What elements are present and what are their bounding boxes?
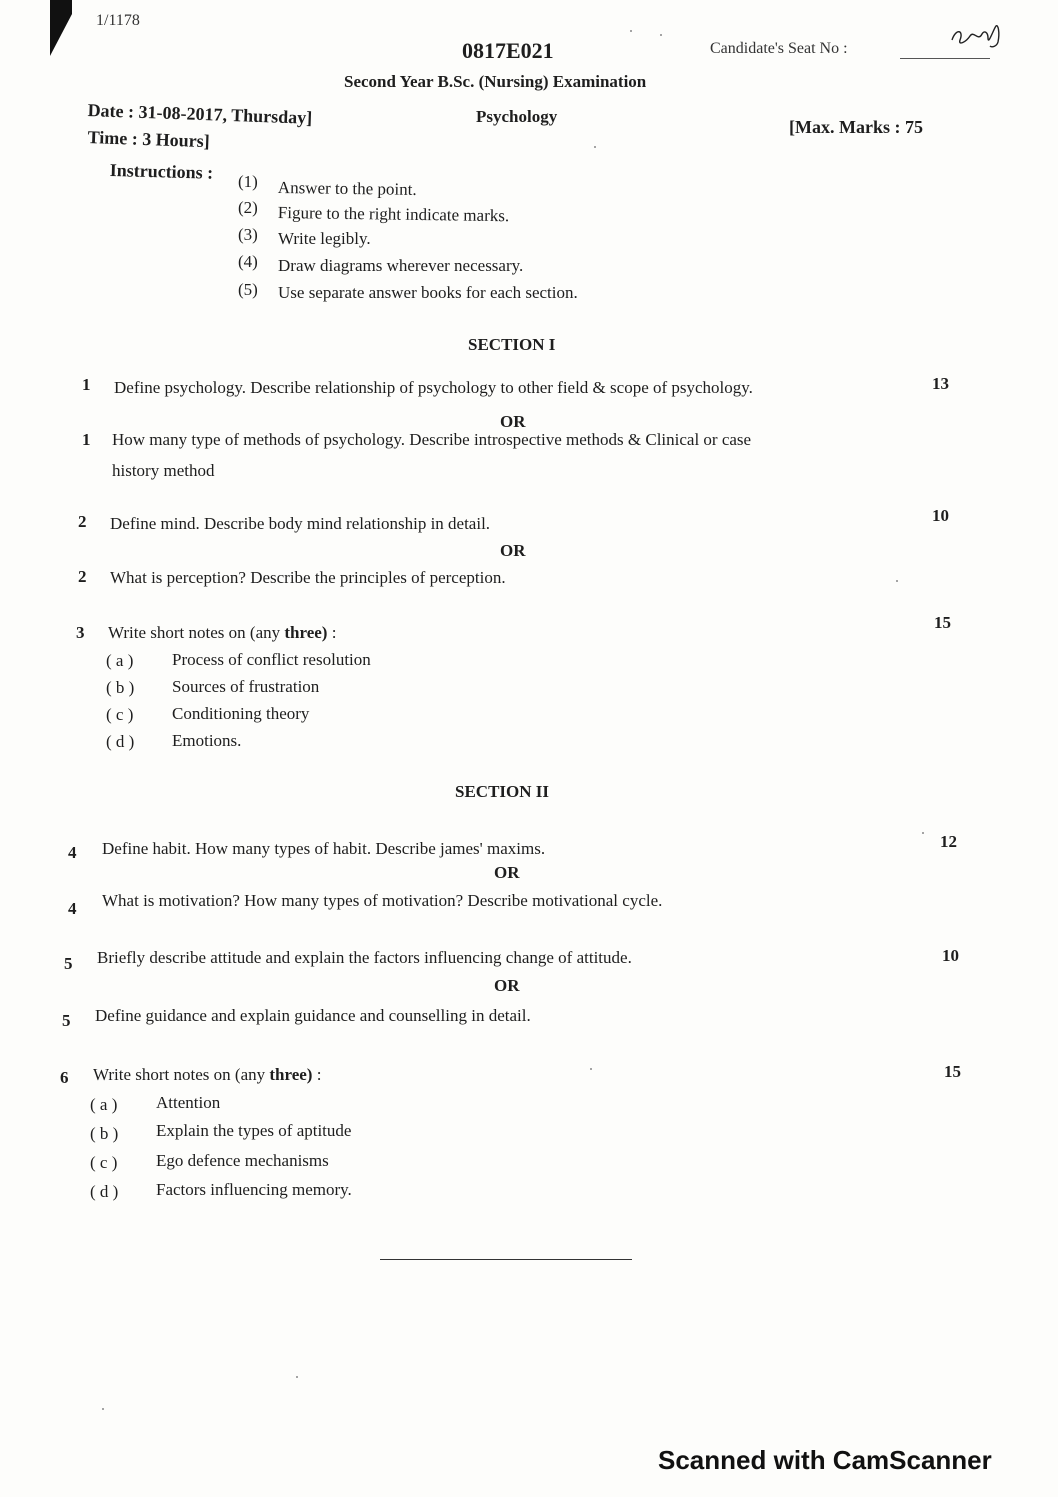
paper-code: 0817E021 xyxy=(462,38,554,63)
option-label: ( c ) xyxy=(90,1153,118,1172)
option-label: ( a ) xyxy=(106,651,134,670)
instruction-num: (2) xyxy=(238,198,258,217)
scan-speck xyxy=(630,30,632,32)
camscanner-watermark: Scanned with CamScanner xyxy=(658,1445,992,1475)
scan-speck xyxy=(590,1068,592,1070)
or-separator: OR xyxy=(500,541,526,560)
instruction-num: (1) xyxy=(238,172,258,191)
option-text: Sources of frustration xyxy=(172,677,320,696)
instruction-text: Draw diagrams wherever necessary. xyxy=(278,256,524,275)
option-text: Attention xyxy=(156,1093,221,1112)
scan-speck xyxy=(296,1376,298,1378)
max-marks: [Max. Marks : 75 xyxy=(789,117,923,137)
or-separator: OR xyxy=(494,976,520,995)
seat-number-label: Candidate's Seat No : xyxy=(710,40,848,57)
question-text: What is perception? Describe the principles of perception. xyxy=(110,568,506,587)
question-text: How many type of methods of psychology. Describe introspective methods & Clinical or case xyxy=(112,430,752,449)
exam-title: Second Year B.Sc. (Nursing) Examination xyxy=(344,72,647,91)
instructions-label: Instructions : xyxy=(109,160,214,183)
option-label: ( d ) xyxy=(90,1182,119,1201)
question-number: 4 xyxy=(68,843,77,862)
option-text: Emotions. xyxy=(172,731,242,750)
reference-number: 1/1178 xyxy=(96,12,140,29)
question-number: 5 xyxy=(62,1011,71,1030)
question-number: 1 xyxy=(82,375,91,394)
scan-corner-mark xyxy=(50,0,72,14)
question-number: 2 xyxy=(78,512,87,531)
option-label: ( b ) xyxy=(90,1124,119,1143)
subject-title: Psychology xyxy=(476,107,558,126)
instruction-text: Write legibly. xyxy=(278,229,371,248)
question-number: 6 xyxy=(60,1068,69,1087)
scan-speck xyxy=(594,146,596,148)
instruction-text: Answer to the point. xyxy=(277,178,417,199)
question-text-cont: history method xyxy=(112,461,215,480)
option-label: ( c ) xyxy=(106,705,134,724)
option-text: Conditioning theory xyxy=(172,704,310,723)
question-marks: 15 xyxy=(934,613,951,632)
scan-speck xyxy=(922,832,924,834)
exam-date: Date : 31-08-2017, Thursday] xyxy=(87,100,313,128)
scan-corner-mark-tail xyxy=(50,14,72,56)
instruction-text: Figure to the right indicate marks. xyxy=(277,203,510,226)
option-text: Explain the types of aptitude xyxy=(156,1121,352,1140)
question-marks: 12 xyxy=(940,832,957,851)
scan-speck xyxy=(660,34,662,36)
question-text: Define habit. How many types of habit. Describe james' maxims. xyxy=(102,839,546,858)
question-text: What is motivation? How many types of motivation? Describe motivational cycle. xyxy=(102,891,663,910)
or-separator: OR xyxy=(500,412,526,431)
question-marks: 10 xyxy=(932,506,949,525)
question-marks: 15 xyxy=(944,1062,961,1081)
question-number: 1 xyxy=(82,430,91,449)
option-label: ( d ) xyxy=(106,732,135,751)
section-2-title: SECTION II xyxy=(455,782,550,801)
scan-speck xyxy=(896,580,898,582)
option-text: Factors influencing memory. xyxy=(156,1180,352,1199)
question-number: 5 xyxy=(64,954,73,973)
question-text: Define psychology. Describe relationship of psychology to other field & scope of psychology. xyxy=(114,378,753,397)
question-text: Write short notes on (any three) : xyxy=(93,1065,322,1084)
option-text: Process of conflict resolution xyxy=(172,650,371,669)
instruction-num: (5) xyxy=(238,280,258,299)
question-text: Write short notes on (any three) : xyxy=(108,623,337,642)
question-marks: 10 xyxy=(942,946,959,965)
question-marks: 13 xyxy=(932,374,949,393)
option-text: Ego defence mechanisms xyxy=(156,1151,329,1170)
question-text: Define guidance and explain guidance and counselling in detail. xyxy=(95,1006,531,1025)
instruction-num: (4) xyxy=(238,252,258,271)
question-text: Briefly describe attitude and explain the factors influencing change of attitude. xyxy=(97,948,632,967)
question-text: Define mind. Describe body mind relationship in detail. xyxy=(110,514,491,533)
scan-speck xyxy=(102,1408,104,1410)
handwritten-seat-number xyxy=(948,20,1004,52)
exam-time: Time : 3 Hours] xyxy=(87,127,211,152)
question-number: 2 xyxy=(78,567,87,586)
option-label: ( b ) xyxy=(106,678,135,697)
instruction-num: (3) xyxy=(238,225,258,244)
seat-number-blank xyxy=(900,58,990,59)
option-label: ( a ) xyxy=(90,1095,118,1114)
end-of-paper-rule xyxy=(380,1259,632,1260)
question-number: 3 xyxy=(76,623,85,642)
section-1-title: SECTION I xyxy=(468,335,556,354)
or-separator: OR xyxy=(494,863,520,882)
question-number: 4 xyxy=(68,899,77,918)
instruction-text: Use separate answer books for each section. xyxy=(278,283,578,302)
